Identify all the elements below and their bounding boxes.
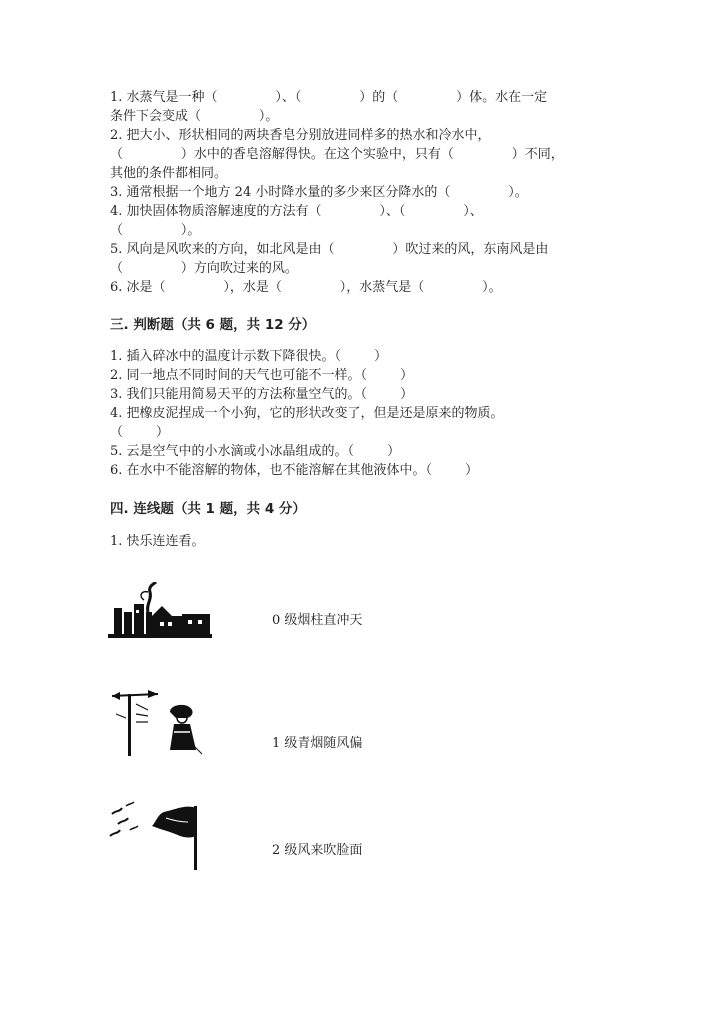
fill-blank-line-5: 其他的条件都相同。 (110, 166, 228, 181)
true-false-line-6: 5. 云是空气中的小水滴或小冰晶组成的。（ ） (110, 444, 401, 459)
fill-blank-line-11: 6. 冰是（ ），水是（ ），水蒸气是（ ）。 (110, 280, 502, 295)
factory-smoke-icon (108, 582, 212, 638)
true-false-line-7: 6. 在水中不能溶解的物体，也不能溶解在其他液体中。（ ） (110, 463, 479, 478)
fill-blank-line-6: 3. 通常根据一个地方 24 小时降水量的多少来区分降水的（ ）。 (110, 185, 528, 200)
fill-blank-line-10: （ ）方向吹过来的风。 (110, 261, 298, 276)
true-false-line-2: 2. 同一地点不同时间的天气也可能不一样。（ ） (110, 368, 414, 383)
fill-blank-line-8: （ ）。 (110, 223, 201, 238)
matching-label-3: 2 级风来吹脸面 (272, 843, 363, 858)
true-false-line-5: （ ） (110, 425, 170, 440)
fill-blank-line-9: 5. 风向是风吹来的方向，如北风是由（ ）吹过来的风，东南风是由 (110, 242, 549, 257)
fill-blank-line-2: 条件下会变成（ ）。 (110, 109, 279, 124)
true-false-line-4: 4. 把橡皮泥捏成一个小狗，它的形状改变了，但是还是原来的物质。 (110, 406, 504, 421)
true-false-line-3: 3. 我们只能用简易天平的方法称量空气的。（ ） (110, 387, 414, 402)
matching-label-2: 1 级青烟随风偏 (272, 736, 363, 751)
flag-wind-icon (108, 800, 212, 872)
weathervane-person-icon (108, 684, 212, 758)
matching-label-1: 0 级烟柱直冲天 (272, 613, 363, 628)
fill-blank-line-1: 1. 水蒸气是一种（ ）、（ ）的（ ）体。水在一定 (110, 90, 548, 105)
true-false-line-1: 1. 插入碎冰中的温度计示数下降很快。（ ） (110, 349, 388, 364)
fill-blank-line-7: 4. 加快固体物质溶解速度的方法有（ ）、（ ）、 (110, 204, 483, 219)
matching-question: 1. 快乐连连看。 (110, 534, 205, 549)
fill-blank-line-3: 2. 把大小、形状相同的两块香皂分别放进同样多的热水和冷水中， (110, 128, 491, 143)
true-false-heading: 三. 判断题（共 6 题，共 12 分） (110, 317, 316, 333)
fill-blank-line-4: （ ）水中的香皂溶解得快。在这个实验中，只有（ ）不同， (110, 147, 564, 162)
matching-heading: 四. 连线题（共 1 题，共 4 分） (110, 501, 306, 517)
